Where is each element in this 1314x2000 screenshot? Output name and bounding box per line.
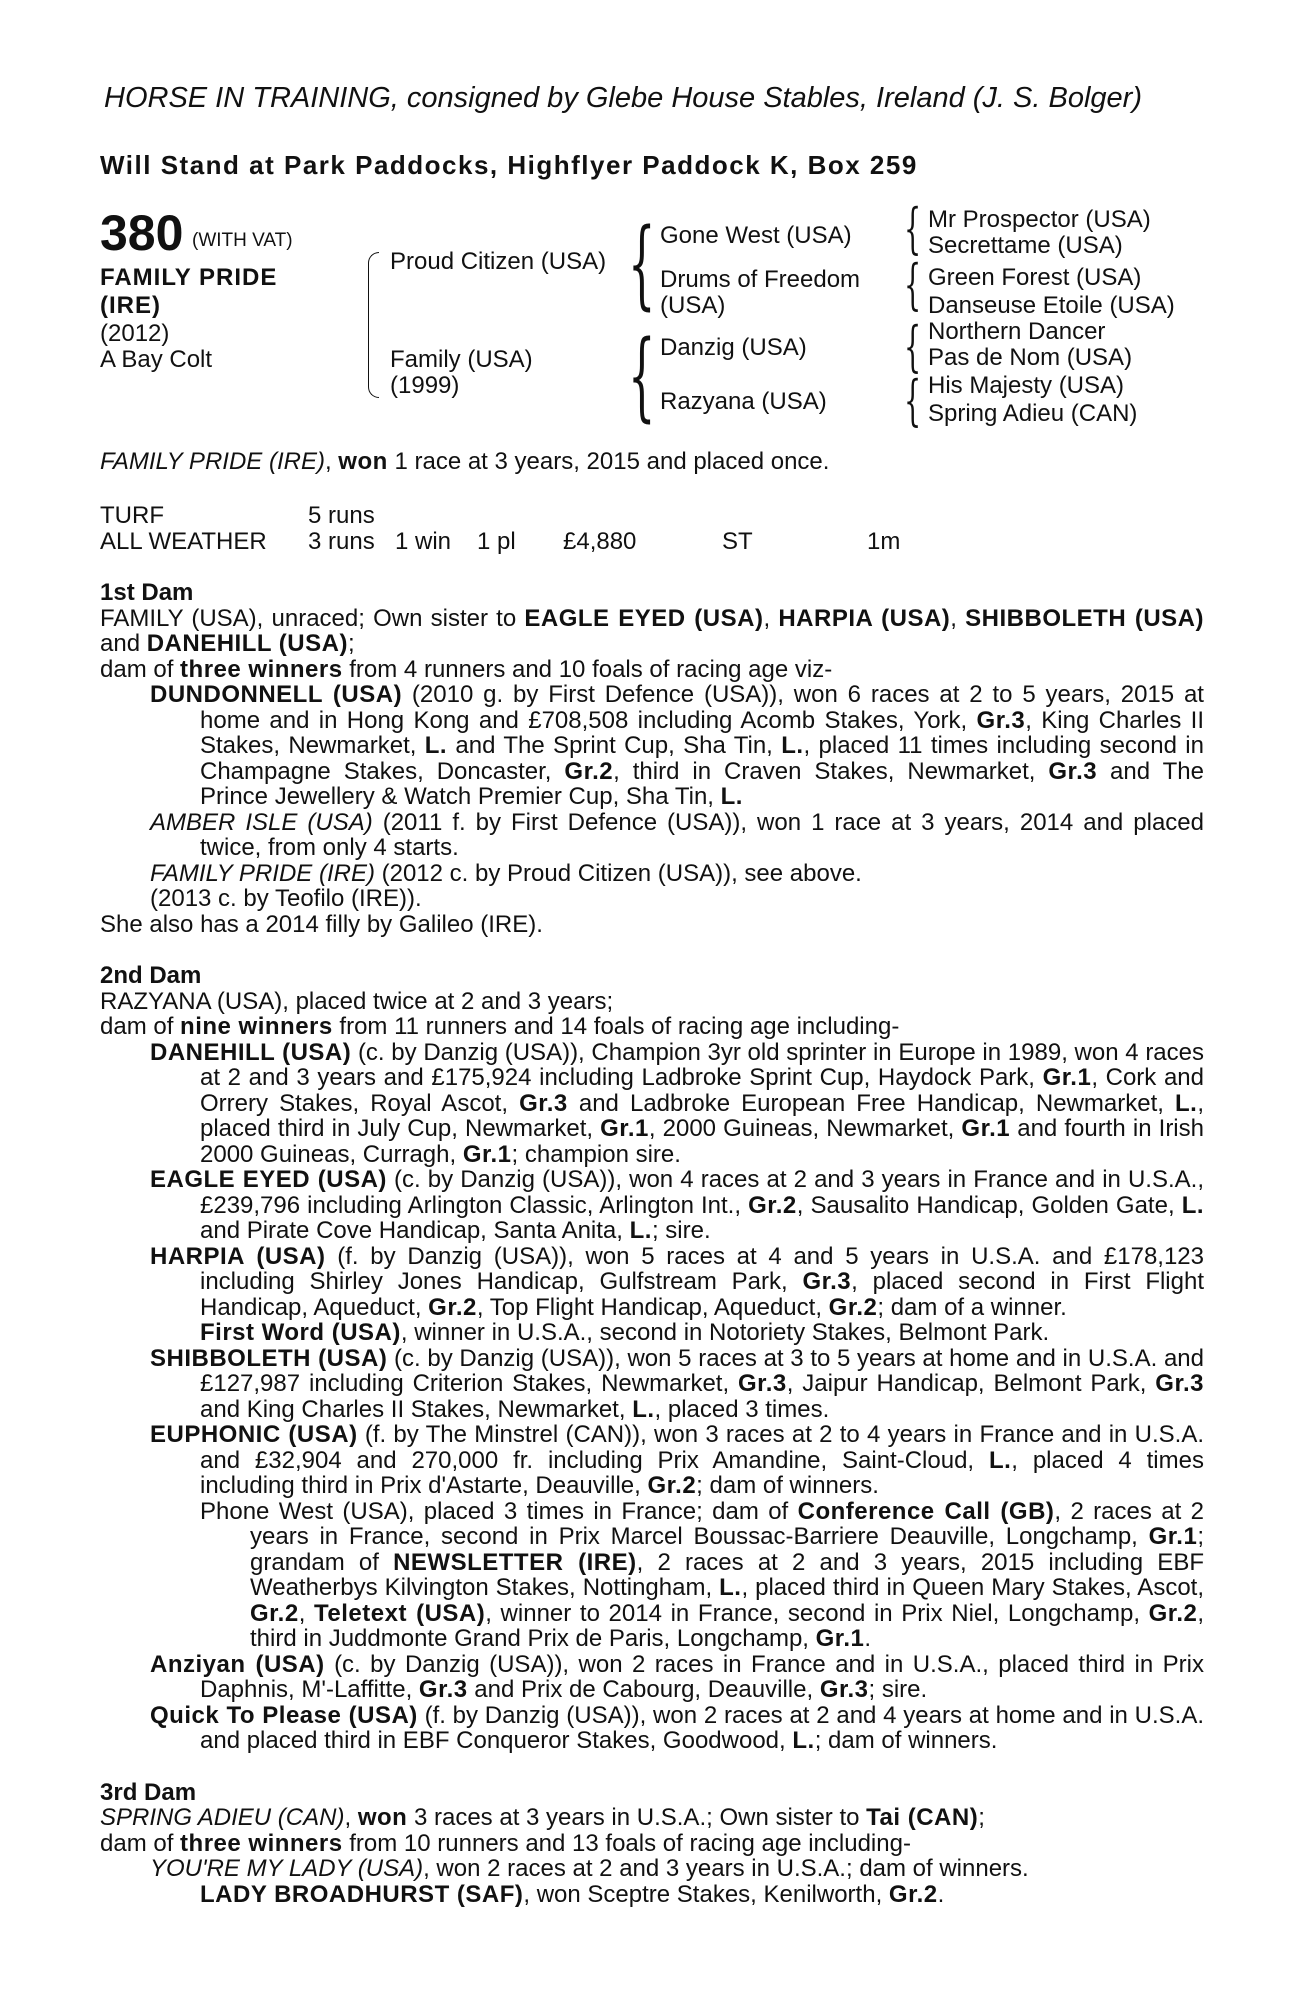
- pedigree-ancestor: Danseuse Etoile (USA): [928, 292, 1175, 319]
- catalogue-body: [100, 580, 1204, 1907]
- produce-entry-harpia: HARPIA (USA) (f. by Danzig (USA)), won 5 races at 4 and 5 years in U.S.A. and £178,123 including Shirley Jones Handicap, Gulfstream Park, Gr.3, placed second in First Flight Handicap, Aqueduct, Gr.2, Top Flight Handicap, Aqueduct, Gr.2; dam of a winner.: [150, 1242, 1205, 1321]
- horse-description: A Bay Colt: [100, 346, 213, 373]
- grandproduce-entry-phone-west: Phone West (USA), placed 3 times in France; dam of Conference Call (GB), 2 races at 2 years in France, second in Prix Marcel Boussac-Barriere Deauville, Longchamp, Gr.1; grandam of NEWSLETTER (IRE), 2 races at 2 and 3 years, 2015 including EBF Weatherbys Kilvington Stakes, Nottingham, L., placed third in Queen Mary Stakes, Ascot, Gr.2, Teletext (USA), winner to 2014 in France, second in Prix Niel, Longchamp, Gr.2, third in Juddmonte Grand Prix de Paris, Longchamp, Gr.1.: [200, 1497, 1205, 1652]
- first-dam-produce-summary: dam of three winners from 4 runners and 10 foals of racing age viz-: [100, 655, 833, 683]
- lot-number: 380: [100, 205, 184, 261]
- first-dam-heading: 1st Dam: [100, 579, 194, 606]
- all-weather-distance: 1m: [867, 528, 901, 555]
- pedigree-bracket: {: [904, 197, 922, 260]
- pedigree-bracket: {: [904, 369, 922, 432]
- pedigree-bracket: {: [904, 253, 922, 316]
- horse-name-suffix: (IRE): [100, 292, 161, 319]
- pedigree-ancestor: Secrettame (USA): [928, 232, 1123, 259]
- foaling-year: (2012): [100, 320, 170, 347]
- first-dam-intro: FAMILY (USA), unraced; Own sister to EAGLE EYED (USA), HARPIA (USA), SHIBBOLETH (USA) and DANEHILL (USA);: [100, 604, 1205, 657]
- pedigree-ancestor: Pas de Nom (USA): [928, 344, 1133, 371]
- produce-entry-dundonnell: DUNDONNELL (USA) (2010 g. by First Defence (USA)), won 6 races at 2 to 5 years, 2015 at home and in Hong Kong and £708,508 including Acomb Stakes, York, Gr.3, King Charles II Stakes, Newmarket, L. and The Sprint Cup, Sha Tin, L., placed 11 times including second in Champagne Stakes, Doncaster, Gr.2, third in Craven Stakes, Newmarket, Gr.3 and The Prince Jewellery & Watch Premier Cup, Sha Tin, L.: [150, 681, 1204, 810]
- pedigree-sire-dam-country: (USA): [660, 292, 726, 319]
- produce-entry-eagle-eyed: EAGLE EYED (USA) (c. by Danzig (USA)), won 4 races at 2 and 3 years in France and in U.S.A., £239,796 including Arlington Classic, Arlington Int., Gr.2, Sausalito Handicap, Golden Gate, L. and Pirate Cove Handicap, Santa Anita, L.; sire.: [150, 1166, 1205, 1244]
- first-dam-also-has: She also has a 2014 filly by Galileo (IRE).: [100, 910, 543, 938]
- pedigree-bracket: [368, 252, 379, 398]
- second-dam-produce-summary: dam of nine winners from 11 runners and 14 foals of racing age including-: [100, 1013, 900, 1040]
- grandproduce-entry-lady-broadhurst: LADY BROADHURST (SAF), won Sceptre Stakes, Kenilworth, Gr.2.: [200, 1880, 945, 1908]
- all-weather-label: ALL WEATHER: [100, 528, 267, 555]
- pedigree-bracket: {: [628, 320, 656, 432]
- all-weather-runs: 3 runs: [308, 528, 375, 555]
- produce-entry-youre-my-lady: YOU'RE MY LADY (USA), won 2 races at 2 and 3 years in U.S.A.; dam of winners.: [150, 1855, 1029, 1882]
- turf-runs: 5 runs: [308, 502, 375, 529]
- produce-entry-danehill: DANEHILL (USA) (c. by Danzig (USA)), Champion 3yr old sprinter in Europe in 1989, won 4 races at 2 and 3 years and £175,924 including Ladbroke Sprint Cup, Haydock Park, Gr.1, Cork and Orrery Stakes, Royal Ascot, Gr.3 and Ladbroke European Free Handicap, Newmarket, L., placed third in July Cup, Newmarket, Gr.1, 2000 Guineas, Newmarket, Gr.1 and fourth in Irish 2000 Guineas, Curragh, Gr.1; champion sire.: [150, 1038, 1205, 1168]
- produce-entry-shibboleth: SHIBBOLETH (USA) (c. by Danzig (USA)), won 5 races at 3 to 5 years at home and in U.S.A. and £127,987 including Criterion Stakes, Newmarket, Gr.3, Jaipur Handicap, Belmont Park, Gr.3 and King Charles II Stakes, Newmarket, L., placed 3 times.: [150, 1344, 1204, 1423]
- pedigree-dam: Family (USA): [390, 346, 533, 373]
- second-dam-heading: 2nd Dam: [100, 962, 202, 989]
- pedigree-bracket: {: [904, 315, 922, 378]
- pedigree-ancestor: Green Forest (USA): [928, 264, 1142, 291]
- pedigree-dam-sire: Danzig (USA): [660, 334, 807, 361]
- produce-entry-family-pride: FAMILY PRIDE (IRE) (2012 c. by Proud Citizen (USA)), see above.: [150, 859, 862, 887]
- produce-entry-euphonic: EUPHONIC (USA) (f. by The Minstrel (CAN)), won 3 races at 2 to 4 years in France and in U.S.A. and £32,904 and 270,000 fr. including Prix Amandine, Saint-Cloud, L., placed 4 times including third in Prix d'Astarte, Deauville, Gr.2; dam of winners.: [150, 1421, 1204, 1499]
- third-dam-heading: 3rd Dam: [100, 1778, 197, 1806]
- second-dam-intro: RAZYANA (USA), placed twice at 2 and 3 years;: [100, 987, 614, 1015]
- pedigree-sire: Proud Citizen (USA): [390, 248, 607, 275]
- pedigree-ancestor: Mr Prospector (USA): [928, 206, 1151, 233]
- pedigree-dam-dam: Razyana (USA): [660, 388, 827, 415]
- third-dam-intro: SPRING ADIEU (CAN), won 3 races at 3 years in U.S.A.; Own sister to Tai (CAN);: [100, 1804, 985, 1831]
- lot-vat: (WITH VAT): [192, 230, 293, 251]
- pedigree-bracket: {: [628, 208, 656, 320]
- horse-name: FAMILY PRIDE: [100, 264, 278, 291]
- produce-entry-2013-colt: (2013 c. by Teofilo (IRE)).: [150, 885, 422, 912]
- race-record-summary: FAMILY PRIDE (IRE), won 1 race at 3 years, 2015 and placed once.: [100, 448, 830, 475]
- stand-location: Will Stand at Park Paddocks, Highflyer Paddock K, Box 259: [100, 150, 918, 180]
- produce-entry-amber-isle: AMBER ISLE (USA) (2011 f. by First Defence (USA)), won 1 race at 3 years, 2014 and placed twice, from only 4 starts.: [150, 808, 1205, 861]
- pedigree-sire-dam: Drums of Freedom: [660, 266, 861, 293]
- all-weather-earnings: £4,880: [563, 528, 637, 555]
- all-weather-going: ST: [722, 528, 753, 555]
- pedigree-sire-sire: Gone West (USA): [660, 222, 852, 249]
- pedigree-dam-year: (1999): [390, 372, 460, 399]
- pedigree-ancestor: Spring Adieu (CAN): [928, 400, 1138, 427]
- consignment-line: HORSE IN TRAINING, consigned by Glebe House Stables, Ireland (J. S. Bolger): [104, 82, 1142, 114]
- all-weather-placed: 1 pl: [477, 528, 516, 555]
- all-weather-wins: 1 win: [395, 528, 452, 555]
- pedigree-ancestor: Northern Dancer: [928, 318, 1106, 345]
- grandproduce-entry-first-word: First Word (USA), winner in U.S.A., second in Notoriety Stakes, Belmont Park.: [200, 1319, 1050, 1346]
- pedigree-ancestor: His Majesty (USA): [928, 372, 1125, 399]
- produce-entry-quick-to-please: Quick To Please (USA) (f. by Danzig (USA)), won 2 races at 2 and 4 years at home and in U.S.A. and placed third in EBF Conqueror Stakes, Goodwood, L.; dam of winners.: [150, 1701, 1205, 1754]
- third-dam-produce-summary: dam of three winners from 10 runners and 13 foals of racing age including-: [100, 1829, 911, 1857]
- turf-label: TURF: [100, 502, 164, 529]
- produce-entry-anziyan: Anziyan (USA) (c. by Danzig (USA)), won 2 races in France and in U.S.A., placed third in Prix Daphnis, M'-Laffitte, Gr.3 and Prix de Cabourg, Deauville, Gr.3; sire.: [150, 1650, 1205, 1703]
